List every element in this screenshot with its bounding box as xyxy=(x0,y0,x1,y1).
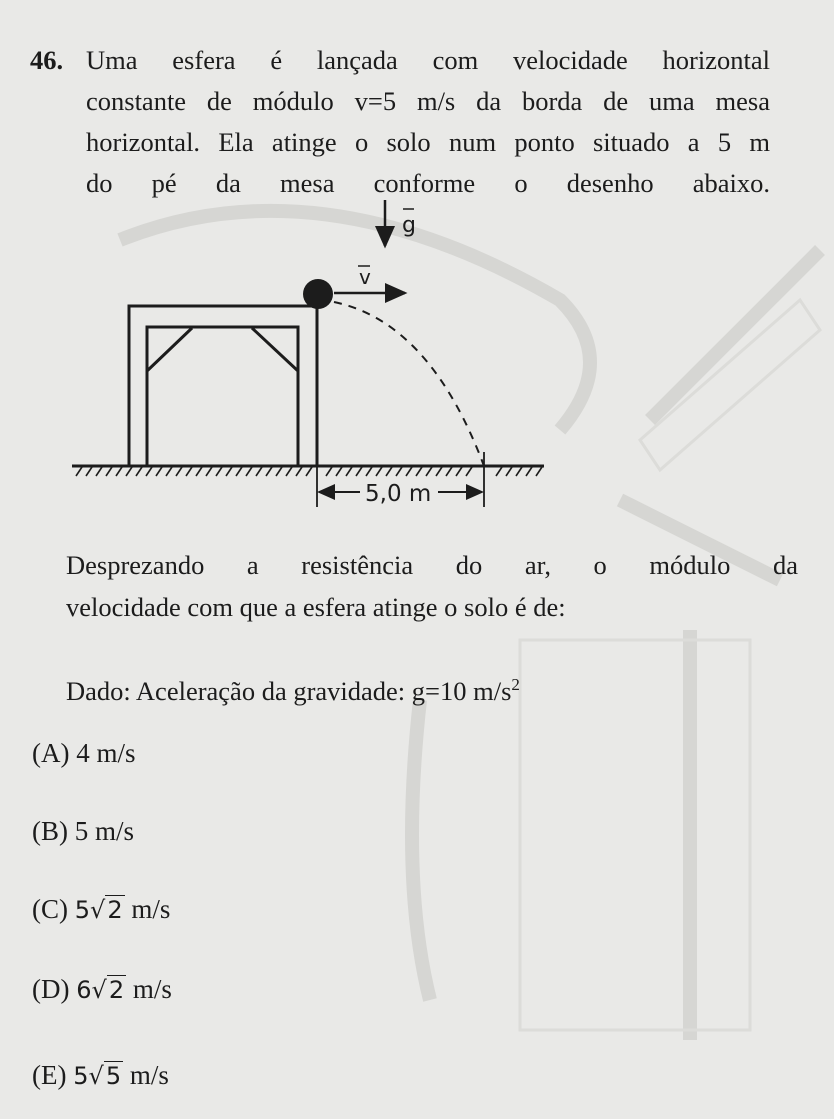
option-unit: m/s xyxy=(131,894,171,924)
given-label: Dado: Aceleração da gravidade: xyxy=(66,675,412,706)
option-radicand: 5 xyxy=(105,1062,122,1090)
option-radicand: 2 xyxy=(108,976,125,1004)
option-coefficient: 5 xyxy=(73,1062,89,1090)
option-b[interactable] xyxy=(32,816,134,847)
option-letter: (D) xyxy=(32,974,70,1004)
ground-hatching xyxy=(76,467,542,476)
question-line-4: do pé da mesa conforme o desenho abaixo. xyxy=(86,168,770,198)
distance-label: 5,0 m xyxy=(365,481,432,507)
option-e[interactable] xyxy=(32,1060,169,1091)
gravity-label: g xyxy=(402,213,416,238)
option-unit: m/s xyxy=(129,1060,169,1090)
option-coefficient: 5 xyxy=(74,896,91,924)
question-line-3: horizontal. Ela atinge o solo num ponto situado a 5 m xyxy=(86,127,770,157)
option-coefficient: 6 xyxy=(76,976,92,1004)
question-line-2: constante de módulo v=5 m/s da borda de uma mesa xyxy=(86,86,770,116)
given-formula: g=10 m/s xyxy=(411,675,512,706)
option-c[interactable] xyxy=(32,894,170,925)
prompt-line-2: velocidade com que a esfera atinge o solo é de: xyxy=(66,592,566,622)
option-a[interactable] xyxy=(32,738,136,769)
option-letter: (A) xyxy=(32,738,70,768)
table-brace-right xyxy=(252,328,298,371)
option-value: 5 m/s xyxy=(74,816,135,846)
option-letter: (E) xyxy=(32,1060,67,1090)
sqrt-symbol: √ xyxy=(88,1062,104,1090)
option-letter: (C) xyxy=(32,894,68,924)
prompt-line-1: Desprezando a resistência do ar, o módulo da xyxy=(66,550,798,580)
trajectory xyxy=(334,302,484,466)
sqrt-symbol: √ xyxy=(90,896,106,924)
option-letter: (B) xyxy=(32,816,68,846)
prompt-text-2 xyxy=(66,587,566,628)
option-value: 4 m/s xyxy=(76,738,136,768)
given-exponent: 2 xyxy=(511,675,520,694)
prompt-text xyxy=(66,545,798,586)
question-line-1: 46. Uma esfera é lançada com velocidade horizontal xyxy=(30,40,770,81)
projectile-diagram xyxy=(0,180,834,520)
option-unit: m/s xyxy=(132,974,172,1004)
question-number: 46. xyxy=(30,45,64,75)
option-d[interactable] xyxy=(32,974,172,1005)
option-radicand: 2 xyxy=(107,896,123,924)
sqrt-symbol: √ xyxy=(91,976,107,1004)
table-brace-left xyxy=(147,328,192,371)
velocity-label: v xyxy=(359,265,371,289)
given-data xyxy=(66,664,520,712)
table-outline xyxy=(129,306,317,466)
